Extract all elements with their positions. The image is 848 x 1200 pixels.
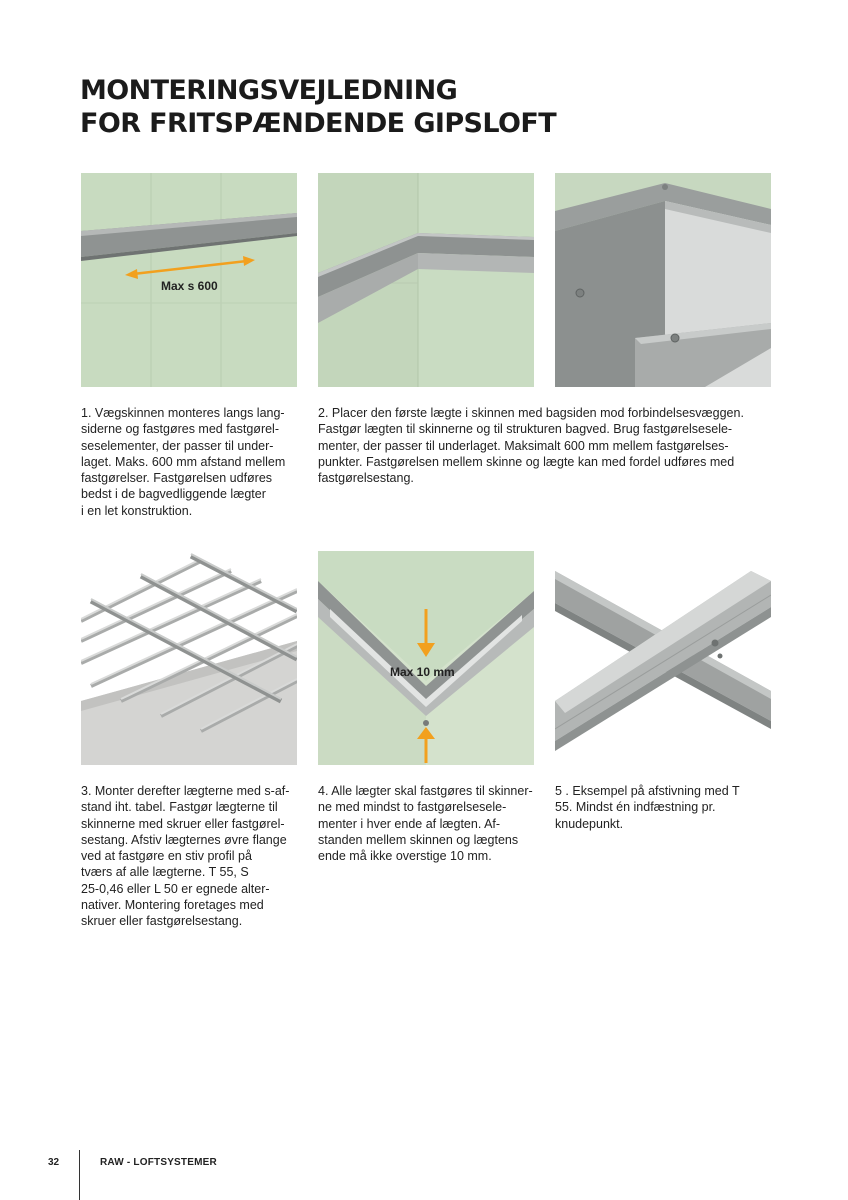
step-3-text: 3. Monter derefter lægterne med s-af- stand iht. tabel. Fastgør lægterne til skinnerne med skruer eller fastgørel- sestang. Afstiv lægternes øvre flange ved at fastgøre en stiv profil på tværs af alle lægterne. T 55, S 25-0,46 eller L 50 er egnede alter- nativer. Montering foretages med skruer eller fastgørelsestang. bbox=[81, 784, 290, 929]
figure-gap-detail-illustration bbox=[318, 551, 534, 765]
page-number: 32 bbox=[48, 1157, 60, 1168]
figure-bracing-example bbox=[555, 551, 771, 765]
figure-profile-detail bbox=[555, 173, 771, 387]
figure-gap-detail bbox=[318, 551, 534, 765]
max-spacing-label: Max s 600 bbox=[161, 279, 218, 293]
step-3-caption bbox=[81, 783, 306, 930]
step-4-text: 4. Alle lægter skal fastgøres til skinner- ne med mindst to fastgørelsesele- menter i hver ende af lægten. Af- standen mellem skinnen og lægtens ende må ikke overstige 10 mm. bbox=[318, 784, 533, 864]
footer-divider bbox=[79, 1150, 80, 1200]
max-gap-label: Max 10 mm bbox=[390, 665, 455, 679]
figure-bracing-example-illustration bbox=[555, 551, 771, 765]
step-2-text: 2. Placer den første lægte i skinnen med bagsiden mod forbindelsesvæggen. Fastgør lægten til skinnerne og til strukturen bagved. Brug fastgørelsesele- menter, der passer til underlaget. Maksimalt 600 mm mellem fastgørelses- punkter. Fastgørelsen mellem skinne og lægte kan med fordel udføres med fastgørelsestang. bbox=[318, 406, 744, 486]
title-line-2: FOR FRITSPÆNDENDE GIPSLOFT bbox=[80, 108, 557, 139]
step-4-caption bbox=[318, 783, 548, 864]
figure-wall-rail bbox=[81, 173, 297, 387]
title-line-1: MONTERINGSVEJLEDNING bbox=[80, 75, 458, 106]
figure-rail-corner-illustration bbox=[318, 173, 534, 387]
figure-rail-corner bbox=[318, 173, 534, 387]
figure-batten-grid-illustration bbox=[81, 551, 297, 765]
footer-brand: RAW - LOFTSYSTEMER bbox=[100, 1157, 217, 1168]
figure-profile-detail-illustration bbox=[555, 173, 771, 387]
figure-wall-rail-illustration bbox=[81, 173, 297, 387]
step-1-text: 1. Vægskinnen monteres langs lang- siderne og fastgøres med fastgørel- seselementer, der passer til under- laget. Maks. 600 mm afstand mellem fastgørelser. Fastgørelsen udføres bedst i de bagvedliggende lægter i en let konstruktion. bbox=[81, 406, 286, 518]
page-title bbox=[80, 74, 556, 140]
step-5-caption bbox=[555, 783, 775, 832]
step-5-text: 5 . Eksempel på afstivning med T 55. Mindst én indfæstning pr. knudepunkt. bbox=[555, 784, 740, 831]
step-1-caption bbox=[81, 405, 301, 519]
step-2-caption bbox=[318, 405, 768, 486]
figure-batten-grid bbox=[81, 551, 297, 765]
